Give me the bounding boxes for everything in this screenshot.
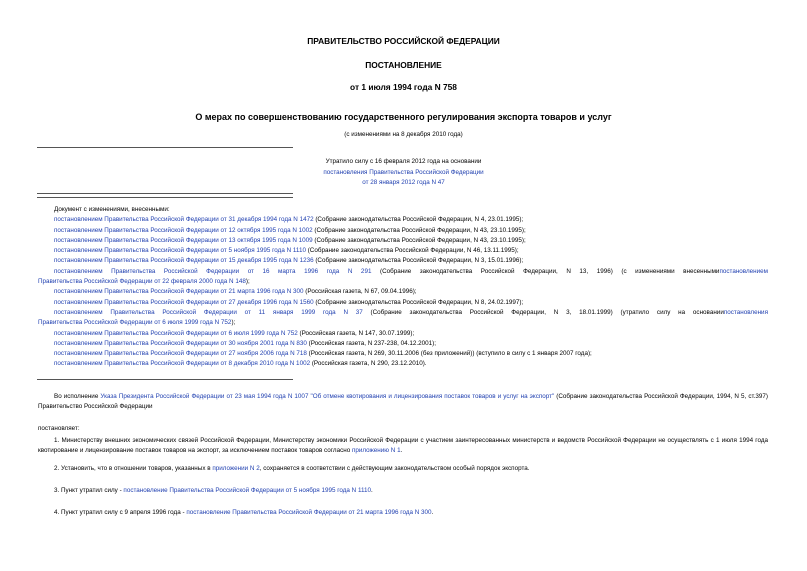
- resolution-link[interactable]: постановление Правительства Российской Федерации от 5 ноября 1995 года N 1110: [123, 487, 372, 494]
- list-item: постановлением Правительства Российской Федерации от 27 ноября 2006 года N 718 (Российская газета, N 269, 30.11.2006 (без приложений)) (вступило в силу с 1 января 2007 года);: [54, 350, 592, 358]
- amendment-link[interactable]: постановлением Правительства Российской Федерации от 16 марта 1996 года N 291: [54, 267, 372, 275]
- date-number-heading: от 1 июля 1994 года N 758: [350, 82, 457, 92]
- list-item: постановлением Правительства Российской Федерации от 11 января 1999 года N 37 (Собрание законодательства Российской Федерации, N 3, 18.01.1999) (утратило силу на основаниипостановления: [54, 308, 768, 316]
- paragraph-3: 3. Пункт утратил силу - постановление Правительства Российской Федерации от 5 ноября 1995 года N 1110.: [54, 487, 373, 494]
- amendment-link[interactable]: Правительства Российской Федерации от 22 февраля 2000 года N 148: [38, 278, 246, 286]
- list-item: постановлением Правительства Российской Федерации от 13 октября 1995 года N 1009 (Собрание законодательства Российской Федерации, N 43, 23.10.1995);: [54, 236, 526, 244]
- amendment-link[interactable]: постановлением Правительства Российской Федерации от 15 декабря 1995 года N 1236: [54, 257, 314, 265]
- list-item: постановлением Правительства Российской Федерации от 12 октября 1995 года N 1002 (Собрание законодательства Российской Федерации, N 43, 23.10.1995);: [54, 226, 526, 234]
- amendment-link[interactable]: постановлением Правительства Российской Федерации от 30 ноября 2001 года N 830: [54, 339, 307, 347]
- amendment-link[interactable]: постановлением Правительства Российской Федерации от 6 июля 1999 года N 752: [54, 329, 298, 337]
- resolution-link[interactable]: постановление Правительства Российской Федерации от 21 марта 1996 года N 300: [186, 509, 432, 516]
- expired-link-2[interactable]: от 28 января 2012 года N 47: [362, 179, 445, 187]
- amendments-list: [38, 205, 768, 370]
- expired-link-1[interactable]: постановления Правительства Российской Федерации: [323, 168, 484, 176]
- changes-note: (с изменениями на 8 декабря 2010 года): [344, 131, 463, 138]
- list-item: постановлением Правительства Российской Федерации от 27 декабря 1996 года N 1560 (Собрание законодательства Российской Федерации, N 8, 24.02.1997);: [54, 298, 524, 306]
- amendment-link[interactable]: постановлением Правительства Российской Федерации от 27 ноября 2006 года N 718: [54, 350, 307, 358]
- amendments-intro: Документ с изменениями, внесенными:: [54, 206, 170, 213]
- appendix-2-link[interactable]: приложении N 2: [212, 465, 260, 472]
- amendment-link[interactable]: постановлением Правительства Российской Федерации от 8 декабря 2010 года N 1002: [54, 360, 311, 368]
- list-item: постановлением Правительства Российской Федерации от 15 декабря 1995 года N 1236 (Собрание законодательства Российской Федерации, N 3, 15.01.1996);: [54, 257, 524, 265]
- amendment-link[interactable]: постановлением Правительства Российской Федерации от 21 марта 1996 года N 300: [54, 288, 304, 296]
- amendment-link[interactable]: постановлением Правительства Российской Федерации от 11 января 1999 года N 37: [54, 308, 363, 316]
- amendment-link[interactable]: постановлением Правительства Российской Федерации от 12 октября 1995 года N 1002: [54, 226, 313, 234]
- list-item: постановлением Правительства Российской Федерации от 30 ноября 2001 года N 830 (Российская газета, N 237-238, 04.12.2001);: [54, 339, 436, 347]
- amendment-link[interactable]: постановлением Правительства Российской Федерации от 31 декабря 1994 года N 1472: [54, 216, 314, 224]
- list-item: постановлением Правительства Российской Федерации от 6 июля 1999 года N 752 (Российская газета, N 147, 30.07.1999);: [54, 329, 415, 337]
- list-item-cont: Правительства Российской Федерации от 6 июля 1999 года N 752);: [38, 319, 236, 327]
- amendment-link[interactable]: постановлением: [719, 267, 769, 275]
- amendment-link[interactable]: постановлением Правительства Российской Федерации от 5 ноября 1995 года N 1110: [54, 247, 306, 255]
- list-item: постановлением Правительства Российской Федерации от 31 декабря 1994 года N 1472 (Собрание законодательства Российской Федерации, N 4, 23.01.1995);: [54, 216, 524, 224]
- paragraph-2: 2. Установить, что в отношении товаров, указанных в приложении N 2, сохраняется в соответствии с действующим законодательством особый порядок экспорта.: [54, 465, 530, 472]
- divider: [37, 197, 293, 198]
- list-item: постановлением Правительства Российской Федерации от 8 декабря 2010 года N 1002 (Российская газета, N 290, 23.12.2010).: [54, 360, 427, 368]
- divider: [37, 379, 293, 380]
- list-item: постановлением Правительства Российской Федерации от 21 марта 1996 года N 300 (Российская газета, N 67, 09.04.1996);: [54, 288, 417, 296]
- list-item: постановлением Правительства Российской Федерации от 16 марта 1996 года N 291 (Собрание законодательства Российской Федерации, N 13, 1996) (с изменениями внесеннымипостановлением: [54, 267, 769, 275]
- paragraph-4: 4. Пункт утратил силу с 9 апреля 1996 года - постановление Правительства Российской Федерации от 21 марта 1996 года N 300.: [54, 509, 434, 516]
- government-heading: ПРАВИТЕЛЬСТВО РОССИЙСКОЙ ФЕДЕРАЦИИ: [307, 36, 500, 46]
- list-item-cont: Правительства Российской Федерации от 22 февраля 2000 года N 148);: [38, 278, 250, 286]
- doc-type-heading: ПОСТАНОВЛЕНИЕ: [365, 60, 442, 70]
- divider: [37, 147, 293, 148]
- appendix-1-link[interactable]: приложению N 1: [351, 447, 401, 454]
- amendment-link[interactable]: Правительства Российской Федерации от 6 июля 1999 года N 752: [38, 319, 232, 327]
- document-title: О мерах по совершенствованию государственного регулирования экспорта товаров и услуг: [195, 112, 612, 122]
- amendment-link[interactable]: постановлением Правительства Российской Федерации от 27 декабря 1996 года N 1560: [54, 298, 314, 306]
- resolves-text: постановляет:: [38, 425, 80, 432]
- expired-note: [0, 157, 807, 189]
- paragraph-1: 1. Министерству внешних экономических связей Российской Федерации, Министерству экономики Российской Федерации с участием заинтересованных министерств и ведомств Российской Федерации не осуществлять с 1 июля 1994 года квотирование и лицензирование поставок товаров на экспорт, за исключением поставок товаров согласно приложению N 1.: [38, 437, 768, 454]
- expired-line: Утратило силу с 16 февраля 2012 года на основании: [325, 158, 482, 165]
- amendment-link[interactable]: постановления: [723, 308, 768, 316]
- divider: [37, 193, 293, 194]
- preamble: Во исполнение Указа Президента Российской Федерации от 23 мая 1994 года N 1007 "Об отмене квотирования и лицензирования поставок товаров и услуг на экспорт" (Собрание законодательства Российской Федерации, 1994, N 5, ст.397) Правительство Российской Федерации: [38, 393, 768, 410]
- amendment-link[interactable]: постановлением Правительства Российской Федерации от 13 октября 1995 года N 1009: [54, 236, 313, 244]
- decree-link[interactable]: Указа Президента Российской Федерации от 23 мая 1994 года N 1007 "Об отмене квотирования и лицензирования поставок товаров и услуг на экспорт": [100, 393, 555, 400]
- list-item: постановлением Правительства Российской Федерации от 5 ноября 1995 года N 1110 (Собрание законодательства Российской Федерации, N 46, 13.11.1995);: [54, 247, 519, 255]
